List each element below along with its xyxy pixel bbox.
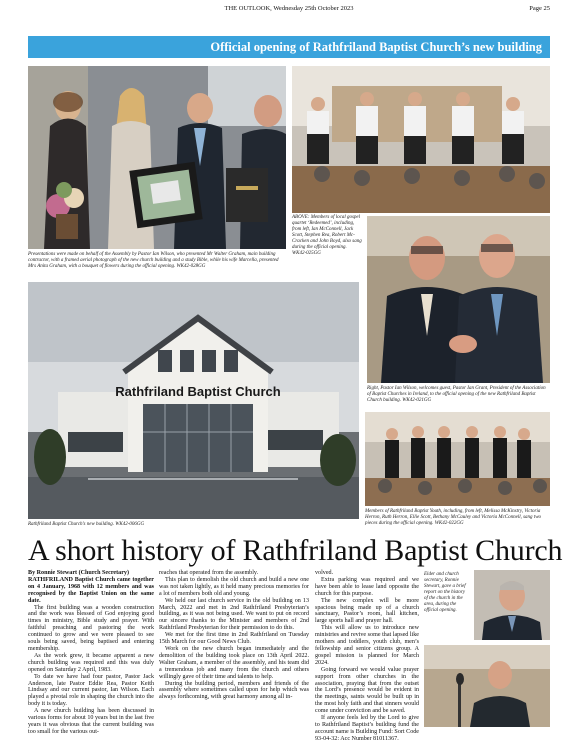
caption-building: Rathfriland Baptist Church’s new building. WK42-006GG: [28, 522, 145, 527]
paragraph: As the work grew, it became apparent a new church building was required and this was duly opened on Saturday 2 April, 1983.: [28, 652, 154, 673]
youth-image: [365, 412, 550, 506]
paragraph: Extra parking was required and we have been able to lease land opposite the church for this purpose.: [315, 576, 419, 597]
paragraph: Going forward we would value prayer support from other churches in the association, praying that from the outset the Lord’s presence would be evident in the meetings, saints would be built up in the most holy faith and that sinners would come under conviction and be saved.: [315, 666, 419, 715]
article-title: A short history of Rathfriland Baptist Church: [28, 534, 563, 567]
paragraph: During the building period, members and friends of the assembly where sometimes called upon for help which was always forthcoming, with great harmony among all in-: [159, 680, 309, 701]
photo-presentation: [28, 66, 286, 249]
handshake-image: [367, 216, 550, 383]
elder-image: [474, 570, 550, 640]
paragraph: We held our last church service in the old building on 13 March, 2022 and met in 2nd Rathfriland Presbyterian’s building, as it was not being used. We want to put on record our sincere thanks to the Minister and members of 2nd Rathfriland Presbyterian for their permission to do this.: [159, 597, 309, 632]
paragraph: A new church building has been discussed in various forms for about 10 years but in the last five years it was obvious that the current building was too small for the various out-: [28, 708, 154, 735]
photo-elder-speaking: [424, 645, 550, 727]
article-lead: RATHFRILAND Baptist Church came together on 4 January, 1968 with 12 members and was recognised by the Baptist Union on the same date.: [28, 576, 154, 604]
paragraph: This plan to demolish the old church and build a new one was not taken lightly, as it held many precious memories for a lot of members both old and young.: [159, 576, 309, 597]
caption-quartet: ABOVE: Members of local gospel quartet ‘Redeemed’, including, from left, Ian McConnell, Jack Scott, Stephen Rea, Robert Mc-Cracken and John Boyd, also sang during the official opening. WK42-025GG: [292, 215, 362, 256]
paragraph: The first building was a wooden construction and the work was blessed of God enjoying good times in ministry, Bible study and prayer. With faithful preaching and pastoring the work continued to grow and we were pleased to see souls being saved, being baptised and entering membership.: [28, 604, 154, 652]
page-header: [28, 3, 550, 15]
elder-speaking-image: [424, 645, 550, 727]
quartet-image: [292, 66, 550, 213]
header-publication: THE OUTLOOK, Wednesday 25th October 2023: [224, 5, 354, 12]
building-sign: Rathfriland Baptist Church: [115, 384, 281, 399]
photo-elder: [474, 570, 550, 640]
presentation-image: [28, 66, 286, 249]
photo-quartet: [292, 66, 550, 213]
caption-elder: Elder and church secretary, Ronnie Stewart, gave a brief report on the history of the church in the area, during the official opening.: [424, 572, 466, 613]
article-column-2: [159, 570, 309, 701]
paragraph: The new complex will be more spacious being made up of a church sanctuary, Pastor’s room, hall kitchen, large sports hall and prayer hall.: [315, 597, 419, 625]
section-banner: Official opening of Rathfriland Baptist Church’s new building: [28, 36, 550, 58]
paragraph: Work on the new church began immediately and the demolition of the building took place on 13th April 2022. Walter Graham, a member of the assembly, and his team did a tremendous job and many from the church and others willingly gave of their time and talents to help.: [159, 645, 309, 680]
paragraph: reaches that operated from the assembly.: [159, 570, 259, 576]
photo-building: [28, 282, 359, 519]
paragraph: volved.: [315, 570, 334, 576]
article-column-3: [315, 570, 419, 743]
paragraph: This will allow us to introduce new ministries and revive some that lapsed like mothers and toddlers, youth club, men’s fellowship and senior citizens group. A gospel mission is planned for March 2024.: [315, 625, 419, 666]
article-column-1: [28, 570, 154, 736]
paragraph: To date we have had four pastor, Pastor Jack Anderson, late Pastor Eddie Rea, Pastor Keith Lindsay and our current pastor, Ian Wilson. Each played a pivotal role in shaping the church into the body it is today.: [28, 673, 154, 708]
paragraph: We met for the first time in 2nd Rathfriland on Tuesday 15th March for our Good News Club.: [159, 632, 309, 646]
building-image: [28, 282, 359, 519]
photo-handshake: [367, 216, 550, 383]
article-byline: By Ronnie Stewart (Church Secretary): [28, 570, 129, 576]
photo-youth: [365, 412, 550, 506]
caption-handshake: Right, Pastor Ian Wilson, welcomes guest, Pastor Ian Grant, President of the Association of Baptist Churches in Ireland, to the official opening of the new Rathfriland Baptist Church building. WK42-021GG: [367, 386, 546, 403]
caption-youth: Members of Rathfriland Baptist Youth, including, from left, Melissa McKinstry, Victoria Herron, Ruth Herron, Ellie Scott, Bethany McCauley and Victoria McConnell, sang two pieces during the official opening. WK42-022GG: [365, 509, 542, 526]
page-number: Page 25: [529, 5, 550, 12]
caption-presentation: Presentations were made on behalf of the Assembly by Pastor Ian Wilson, who presented Mr Walter Graham, main building contractor, with a framed aerial photograph of the new church building and a study Bible, while his wife Marcella, presented Mrs Anita Graham, with a bouquet of flowers during the official opening. WK42-028GG: [28, 252, 279, 269]
paragraph: If anyone feels led by the Lord to give to Rathfriland Baptist’s building fund the account name is Building Fund: Sort Code 93-04-32: Acc Number 81011367.: [315, 715, 419, 742]
